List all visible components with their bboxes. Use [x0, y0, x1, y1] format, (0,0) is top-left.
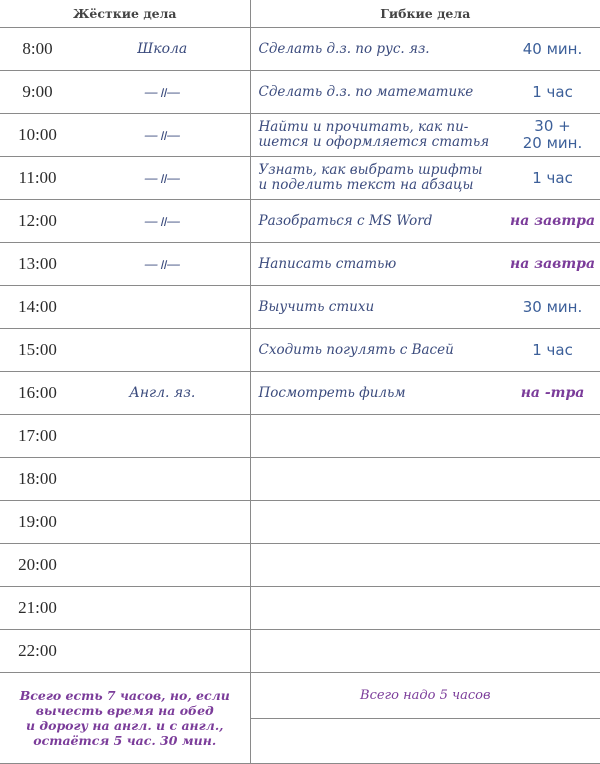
- time-cell: 8:00: [0, 28, 75, 71]
- time-cell: 17:00: [0, 415, 75, 458]
- estimate-cell: 1 час: [505, 329, 600, 372]
- hard-task-cell: —॥—: [75, 114, 250, 157]
- estimate-cell: [505, 544, 600, 587]
- estimate-cell: [505, 630, 600, 673]
- schedule-row: [0, 415, 600, 458]
- time-cell: 21:00: [0, 587, 75, 630]
- schedule-row: [0, 329, 600, 372]
- flexible-task-cell: [250, 458, 505, 501]
- hard-task-cell: [75, 587, 250, 630]
- estimate-cell: на завтра: [505, 200, 600, 243]
- estimate-cell: 40 мин.: [505, 28, 600, 71]
- estimate-cell: [505, 458, 600, 501]
- flexible-summary-note: Всего надо 5 часов: [250, 673, 600, 719]
- flexible-task-cell: Найти и прочитать, как пи- шется и оформляется статья: [250, 114, 505, 157]
- flexible-task-cell: Сходить погулять с Васей: [250, 329, 505, 372]
- hard-task-cell: [75, 544, 250, 587]
- schedule-row: [0, 114, 600, 157]
- time-cell: 16:00: [0, 372, 75, 415]
- hard-task-cell: Англ. яз.: [75, 372, 250, 415]
- schedule-row: [0, 286, 600, 329]
- time-cell: 22:00: [0, 630, 75, 673]
- flexible-task-cell: Сделать д.з. по математике: [250, 71, 505, 114]
- header-row: [0, 0, 600, 28]
- estimate-cell: [505, 501, 600, 544]
- time-cell: 18:00: [0, 458, 75, 501]
- schedule-row: [0, 157, 600, 200]
- flexible-task-cell: Узнать, как выбрать шрифты и поделить текст на абзацы: [250, 157, 505, 200]
- hard-task-cell: —॥—: [75, 71, 250, 114]
- time-cell: 14:00: [0, 286, 75, 329]
- estimate-cell: [505, 415, 600, 458]
- schedule-row: [0, 71, 600, 114]
- hard-summary-text: Всего есть 7 часов, но, если вычесть время на обед и дорогу на англ. и с англ., остаётся 5 час. 30 мин.: [19, 688, 230, 748]
- hard-task-cell: [75, 329, 250, 372]
- flexible-task-cell: Посмотреть фильм: [250, 372, 505, 415]
- hard-summary-note: [0, 673, 250, 764]
- schedule-row: [0, 544, 600, 587]
- hard-task-cell: —॥—: [75, 200, 250, 243]
- estimate-cell: 30 мин.: [505, 286, 600, 329]
- schedule-row: [0, 372, 600, 415]
- hard-task-cell: —॥—: [75, 157, 250, 200]
- flexible-task-cell: [250, 544, 505, 587]
- hard-task-cell: [75, 630, 250, 673]
- time-cell: 20:00: [0, 544, 75, 587]
- header-hard-tasks: Жёсткие дела: [0, 0, 250, 28]
- flexible-task-cell: Сделать д.з. по рус. яз.: [250, 28, 505, 71]
- time-cell: 9:00: [0, 71, 75, 114]
- time-cell: 11:00: [0, 157, 75, 200]
- flexible-task-cell: [250, 501, 505, 544]
- hard-task-cell: Школа: [75, 28, 250, 71]
- estimate-cell: на -тра: [505, 372, 600, 415]
- time-cell: 15:00: [0, 329, 75, 372]
- hard-task-cell: —॥—: [75, 243, 250, 286]
- time-cell: 13:00: [0, 243, 75, 286]
- schedule-row: [0, 200, 600, 243]
- estimate-cell: 30 + 20 мин.: [505, 114, 600, 157]
- estimate-cell: на завтра: [505, 243, 600, 286]
- flexible-task-cell: Выучить стихи: [250, 286, 505, 329]
- time-cell: 10:00: [0, 114, 75, 157]
- schedule-row: [0, 458, 600, 501]
- flexible-task-cell: [250, 415, 505, 458]
- estimate-cell: 1 час: [505, 71, 600, 114]
- hard-task-cell: [75, 286, 250, 329]
- summary-row-top: [0, 673, 600, 719]
- time-cell: 12:00: [0, 200, 75, 243]
- schedule-row: [0, 587, 600, 630]
- hard-task-cell: [75, 501, 250, 544]
- header-flexible-tasks: Гибкие дела: [250, 0, 600, 28]
- estimate-cell: 1 час: [505, 157, 600, 200]
- hard-task-cell: [75, 415, 250, 458]
- estimate-cell: [505, 587, 600, 630]
- flexible-task-cell: Разобраться с MS Word: [250, 200, 505, 243]
- hard-task-cell: [75, 458, 250, 501]
- empty-summary-cell: [250, 718, 600, 764]
- schedule-row: [0, 243, 600, 286]
- flexible-task-cell: [250, 630, 505, 673]
- flexible-task-cell: Написать статью: [250, 243, 505, 286]
- schedule-row: [0, 501, 600, 544]
- schedule-row: [0, 28, 600, 71]
- schedule-row: [0, 630, 600, 673]
- time-cell: 19:00: [0, 501, 75, 544]
- flexible-task-cell: [250, 587, 505, 630]
